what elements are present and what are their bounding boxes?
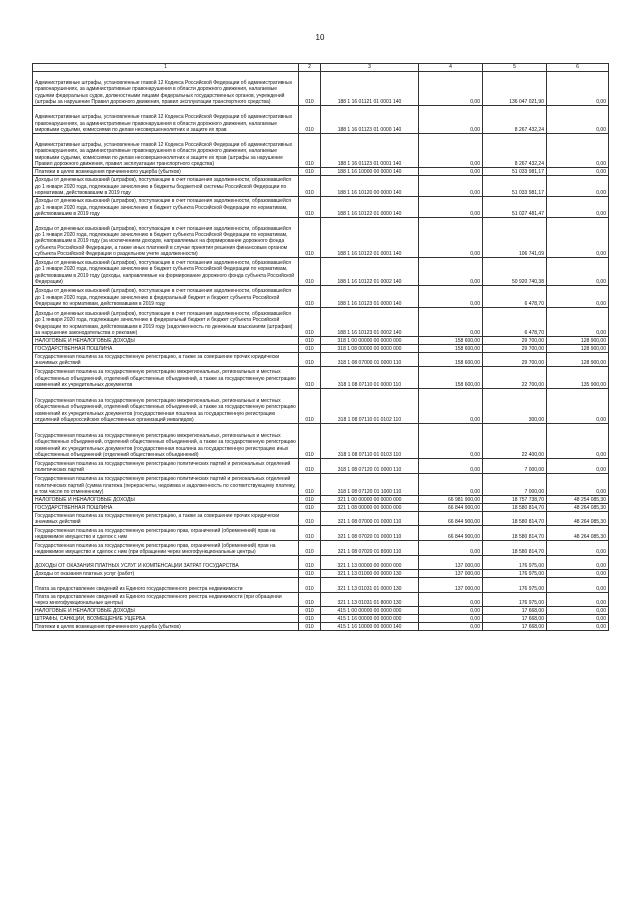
row-classification-code-cell: 321 1 13 01031 01 8000 130 — [321, 593, 419, 607]
column-header: 5 — [483, 64, 547, 72]
table-row — [33, 459, 609, 474]
row-value-col6-cell: 48 254 085,30 — [547, 496, 609, 504]
row-line-code-cell: 010 — [299, 526, 321, 541]
row-line-code-cell: 010 — [299, 337, 321, 345]
row-value-col6-cell: 0,00 — [547, 176, 609, 197]
row-classification-code-cell: 318 1 08 07110 01 0103 110 — [321, 424, 419, 459]
row-value-col4-cell: 0,00 — [419, 134, 483, 168]
row-classification-code-cell: 188 1 16 10120 00 0000 140 — [321, 176, 419, 197]
row-classification-code-cell: 321 1 00 00000 00 0000 000 — [321, 496, 419, 504]
row-value-col5-cell: 176 975,00 — [483, 578, 547, 593]
table-row — [33, 607, 609, 615]
table-row — [33, 197, 609, 218]
row-line-code-cell: 010 — [299, 72, 321, 106]
table-row — [33, 593, 609, 607]
row-name-cell: Государственная пошлина за государственную регистрацию межрегиональных, региональных и местных общественных объединений, отделений общественных объединений, а также за государственную регистрацию изменений их учредительных документов (государственная пошлина за государственную регистрацию отделений общероссийских общественных организаций инвалидов) — [33, 389, 299, 424]
row-value-col6-cell: 0,00 — [547, 459, 609, 474]
row-line-code-cell: 010 — [299, 197, 321, 218]
row-line-code-cell: 010 — [299, 607, 321, 615]
table-row — [33, 424, 609, 459]
row-classification-code-cell: 318 1 08 07110 01 0000 110 — [321, 367, 419, 389]
row-value-col6-cell: 0,00 — [547, 106, 609, 134]
row-name-cell: Государственная пошлина за государственную регистрацию, а также за совершение прочих юридически значимых действий — [33, 512, 299, 526]
row-name-cell: Доходы от денежных взысканий (штрафов), поступающие в счет погашения задолженности, образовавшейся до 1 января 2020 года, подлежащие зачислению в бюджеты бюджетной системы Российской Федерации по нормативам, действовавшим в 2019 году — [33, 176, 299, 197]
row-classification-code-cell: 188 1 16 10000 00 0000 140 — [321, 168, 419, 176]
row-value-col6-cell: 0,00 — [547, 556, 609, 570]
row-value-col6-cell: 0,00 — [547, 541, 609, 556]
row-value-col5-cell: 17 668,00 — [483, 623, 547, 631]
row-value-col5-cell: 8 267 432,24 — [483, 134, 547, 168]
row-value-col6-cell: 128 900,00 — [547, 353, 609, 367]
row-name-cell: Доходы от оказания платных услуг (работ) — [33, 570, 299, 578]
row-name-cell: Государственная пошлина за государственную регистрацию, а также за совершение прочих юридически значимых действий — [33, 353, 299, 367]
table-row — [33, 556, 609, 570]
table-row — [33, 578, 609, 593]
row-value-col4-cell: 0,00 — [419, 197, 483, 218]
row-classification-code-cell: 321 1 08 07020 01 0000 110 — [321, 526, 419, 541]
table-row — [33, 615, 609, 623]
row-value-col5-cell: 18 580 814,70 — [483, 512, 547, 526]
row-line-code-cell: 010 — [299, 496, 321, 504]
row-value-col4-cell: 66 844 900,00 — [419, 526, 483, 541]
row-line-code-cell: 010 — [299, 556, 321, 570]
row-line-code-cell: 010 — [299, 424, 321, 459]
row-value-col5-cell: 18 580 814,70 — [483, 541, 547, 556]
table-row — [33, 286, 609, 308]
row-name-cell: Доходы от денежных взысканий (штрафов), поступающие в счет погашения задолженности, образовавшейся до 1 января 2020 года, подлежащие зачислению в федеральный бюджет и бюджет субъекта Российской Федерации по нормативам, действовавшим в 2019 году (задолженность по денежным взысканиям (штрафам) за нарушение законодательства о рекламе) — [33, 308, 299, 337]
table-row — [33, 176, 609, 197]
table-row — [33, 168, 609, 176]
row-value-col5-cell: 8 267 432,24 — [483, 106, 547, 134]
row-name-cell: Административные штрафы, установленные главой 12 Кодекса Российской Федерации об административных правонарушениях, за административные правонарушения в области дорожного движения, налагаемые мировыми судьями, комиссиями по делам несовершеннолетних и защите их прав (штрафы за нарушение Правил дорожного движения, правил эксплуатации транспортного средства) — [33, 134, 299, 168]
row-value-col4-cell: 0,00 — [419, 615, 483, 623]
row-classification-code-cell: 318 1 08 07110 01 0102 110 — [321, 389, 419, 424]
row-value-col4-cell: 0,00 — [419, 168, 483, 176]
row-name-cell: ДОХОДЫ ОТ ОКАЗАНИЯ ПЛАТНЫХ УСЛУГ И КОМПЕНСАЦИИ ЗАТРАТ ГОСУДАРСТВА — [33, 556, 299, 570]
row-classification-code-cell: 321 1 08 07000 01 0000 110 — [321, 512, 419, 526]
row-line-code-cell: 010 — [299, 258, 321, 286]
row-value-col4-cell: 0,00 — [419, 308, 483, 337]
row-value-col5-cell: 29 700,00 — [483, 345, 547, 353]
row-value-col4-cell: 0,00 — [419, 218, 483, 258]
row-classification-code-cell: 415 1 16 00000 00 0000 000 — [321, 615, 419, 623]
row-value-col4-cell: 0,00 — [419, 607, 483, 615]
row-value-col4-cell: 0,00 — [419, 459, 483, 474]
row-name-cell: Административные штрафы, установленные главой 12 Кодекса Российской Федерации об административных правонарушениях, за административные правонарушения в области дорожного движения, налагаемые судьями федеральных судов, должностными лицами федеральных государственных органов, учреждений (штрафы за нарушение Правил дорожного движения, правил эксплуатации транспортного средства) — [33, 72, 299, 106]
row-name-cell: ШТРАФЫ, САНКЦИИ, ВОЗМЕЩЕНИЕ УЩЕРБА — [33, 615, 299, 623]
table-row — [33, 623, 609, 631]
row-value-col6-cell: 0,00 — [547, 389, 609, 424]
row-name-cell: Государственная пошлина за государственную регистрацию политических партий и региональных отделений политических партий (сумма платежа (перерасчеты, недоимка и задолженность по соответствующему платежу, в том числе по отмененному) — [33, 474, 299, 496]
row-line-code-cell: 010 — [299, 459, 321, 474]
row-classification-code-cell: 321 1 13 01000 00 0000 130 — [321, 570, 419, 578]
row-classification-code-cell: 188 1 16 01121 01 0001 140 — [321, 72, 419, 106]
row-value-col6-cell: 135 900,00 — [547, 367, 609, 389]
row-value-col5-cell: 29 700,00 — [483, 353, 547, 367]
row-value-col5-cell: 176 975,00 — [483, 556, 547, 570]
row-name-cell: Плата за предоставление сведений из Единого государственного реестра недвижимости (при обращении через многофункциональные центры) — [33, 593, 299, 607]
row-line-code-cell: 010 — [299, 134, 321, 168]
column-header: 2 — [299, 64, 321, 72]
table-row — [33, 218, 609, 258]
row-line-code-cell: 010 — [299, 512, 321, 526]
table-row — [33, 526, 609, 541]
row-value-col4-cell: 66 844 900,00 — [419, 504, 483, 512]
row-value-col4-cell: 0,00 — [419, 286, 483, 308]
row-value-col5-cell: 136 047 021,90 — [483, 72, 547, 106]
row-value-col4-cell: 0,00 — [419, 389, 483, 424]
row-value-col6-cell: 48 264 085,30 — [547, 512, 609, 526]
row-line-code-cell: 010 — [299, 218, 321, 258]
row-value-col4-cell: 137 000,00 — [419, 578, 483, 593]
row-name-cell: Государственная пошлина за государственную регистрацию межрегиональных, региональных и местных общественных объединений, отделений общественных объединений, а также за государственную регистрацию изменений их учредительных документов — [33, 367, 299, 389]
row-value-col5-cell: 7 000,00 — [483, 474, 547, 496]
table-row — [33, 496, 609, 504]
row-value-col5-cell: 300,00 — [483, 389, 547, 424]
row-value-col5-cell: 50 920 740,38 — [483, 258, 547, 286]
row-value-col6-cell: 0,00 — [547, 593, 609, 607]
row-classification-code-cell: 321 1 08 00000 00 0000 000 — [321, 504, 419, 512]
row-name-cell: Платежи в целях возмещения причиненного ущерба (убытков) — [33, 623, 299, 631]
row-value-col6-cell: 128 900,00 — [547, 337, 609, 345]
row-value-col4-cell: 0,00 — [419, 176, 483, 197]
row-name-cell: Плата за предоставление сведений из Единого государственного реестра недвижимости — [33, 578, 299, 593]
row-line-code-cell: 010 — [299, 578, 321, 593]
row-value-col6-cell: 0,00 — [547, 72, 609, 106]
row-line-code-cell: 010 — [299, 474, 321, 496]
row-classification-code-cell: 188 1 16 01123 01 0001 140 — [321, 134, 419, 168]
row-value-col4-cell: 158 600,00 — [419, 367, 483, 389]
row-value-col5-cell: 6 478,70 — [483, 286, 547, 308]
row-value-col5-cell: 18 757 738,70 — [483, 496, 547, 504]
row-value-col6-cell: 0,00 — [547, 168, 609, 176]
row-line-code-cell: 010 — [299, 504, 321, 512]
row-line-code-cell: 010 — [299, 570, 321, 578]
row-name-cell: Государственная пошлина за государственную регистрацию межрегиональных, региональных и местных общественных объединений, отделений общественных объединений, а также за государственную регистрацию изменений их учредительных документов (государственная пошлина за государственную регистрацию иных общественных объединений (отделений общественных объединений) — [33, 424, 299, 459]
row-value-col4-cell: 158 600,00 — [419, 345, 483, 353]
row-name-cell: ГОСУДАРСТВЕННАЯ ПОШЛИНА — [33, 345, 299, 353]
row-value-col5-cell: 6 478,70 — [483, 308, 547, 337]
row-name-cell: Доходы от денежных взысканий (штрафов), поступающие в счет погашения задолженности, образовавшейся до 1 января 2020 года, подлежащие зачислению в бюджет субъекта Российской Федерации по нормативам, действовавшим в 2019 году (за исключением доходов, направляемых на формирование дорожного фонда субъекта Российской Федерации, а также иных платежей в случае принятия решения финансовым органом субъекта Российской Федерации о раздельном учете задолженности) — [33, 218, 299, 258]
row-name-cell: Государственная пошлина за государственную регистрацию политических партий и региональных отделений политических партий — [33, 459, 299, 474]
table-row — [33, 134, 609, 168]
revenue-table — [32, 63, 609, 631]
row-name-cell: Государственная пошлина за государственную регистрацию прав, ограничений (обременений) прав на недвижимое имущество и сделок с ним — [33, 526, 299, 541]
row-line-code-cell: 010 — [299, 541, 321, 556]
row-value-col4-cell: 158 600,00 — [419, 353, 483, 367]
table-row — [33, 474, 609, 496]
row-value-col6-cell: 0,00 — [547, 258, 609, 286]
row-classification-code-cell: 321 1 08 07020 01 8000 110 — [321, 541, 419, 556]
row-line-code-cell: 010 — [299, 389, 321, 424]
row-name-cell: Доходы от денежных взысканий (штрафов), поступающие в счет погашения задолженности, образовавшейся до 1 января 2020 года, подлежащие зачислению в бюджет субъекта Российской Федерации по нормативам, действовавшим в 2019 году — [33, 197, 299, 218]
row-value-col6-cell: 0,00 — [547, 197, 609, 218]
row-classification-code-cell: 188 1 16 10123 01 0000 140 — [321, 286, 419, 308]
row-value-col6-cell: 0,00 — [547, 424, 609, 459]
row-value-col4-cell: 158 600,00 — [419, 337, 483, 345]
table-row — [33, 308, 609, 337]
row-value-col6-cell: 48 264 085,30 — [547, 526, 609, 541]
row-name-cell: Доходы от денежных взысканий (штрафов), поступающие в счет погашения задолженности, образовавшейся до 1 января 2020 года, подлежащие зачислению в бюджет субъекта Российской Федерации по нормативам, действовавшим в 2019 году (доходы, направляемые на формирование дорожного фонда субъекта Российской Федерации) — [33, 258, 299, 286]
row-classification-code-cell: 318 1 08 00000 00 0000 000 — [321, 345, 419, 353]
column-header: 1 — [33, 64, 299, 72]
row-line-code-cell: 010 — [299, 308, 321, 337]
row-value-col5-cell: 176 975,00 — [483, 570, 547, 578]
row-value-col5-cell: 51 027 481,47 — [483, 197, 547, 218]
row-value-col5-cell: 51 033 981,17 — [483, 168, 547, 176]
row-name-cell: НАЛОГОВЫЕ И НЕНАЛОГОВЫЕ ДОХОДЫ — [33, 607, 299, 615]
table-row — [33, 504, 609, 512]
row-line-code-cell: 010 — [299, 106, 321, 134]
row-value-col4-cell: 66 981 900,00 — [419, 496, 483, 504]
row-value-col4-cell: 0,00 — [419, 106, 483, 134]
row-value-col5-cell: 176 975,00 — [483, 593, 547, 607]
table-row — [33, 106, 609, 134]
row-classification-code-cell: 188 1 16 10122 01 0000 140 — [321, 197, 419, 218]
row-value-col6-cell: 0,00 — [547, 607, 609, 615]
row-value-col4-cell: 0,00 — [419, 424, 483, 459]
row-value-col6-cell: 0,00 — [547, 474, 609, 496]
table-row — [33, 72, 609, 106]
row-value-col5-cell: 22 700,00 — [483, 367, 547, 389]
row-value-col6-cell: 0,00 — [547, 134, 609, 168]
table-row — [33, 512, 609, 526]
table-row — [33, 353, 609, 367]
row-value-col5-cell: 7 000,00 — [483, 459, 547, 474]
row-line-code-cell: 010 — [299, 615, 321, 623]
table-row — [33, 570, 609, 578]
row-value-col5-cell: 17 668,00 — [483, 607, 547, 615]
row-value-col6-cell: 0,00 — [547, 286, 609, 308]
row-line-code-cell: 010 — [299, 168, 321, 176]
row-value-col4-cell: 0,00 — [419, 541, 483, 556]
row-value-col4-cell: 0,00 — [419, 258, 483, 286]
row-classification-code-cell: 188 1 16 10122 01 0002 140 — [321, 258, 419, 286]
row-line-code-cell: 010 — [299, 345, 321, 353]
column-header: 4 — [419, 64, 483, 72]
row-value-col6-cell: 0,00 — [547, 623, 609, 631]
row-line-code-cell: 010 — [299, 593, 321, 607]
row-classification-code-cell: 321 1 13 01031 01 0000 130 — [321, 578, 419, 593]
row-value-col6-cell: 0,00 — [547, 570, 609, 578]
row-value-col4-cell: 137 000,00 — [419, 570, 483, 578]
row-value-col4-cell: 0,00 — [419, 474, 483, 496]
table-row — [33, 367, 609, 389]
row-line-code-cell: 010 — [299, 367, 321, 389]
column-number-header-row — [33, 64, 609, 72]
row-classification-code-cell: 415 1 16 10000 00 0000 140 — [321, 623, 419, 631]
table-row — [33, 258, 609, 286]
row-line-code-cell: 010 — [299, 286, 321, 308]
row-classification-code-cell: 321 1 13 00000 00 0000 000 — [321, 556, 419, 570]
row-classification-code-cell: 318 1 00 00000 00 0000 000 — [321, 337, 419, 345]
row-line-code-cell: 010 — [299, 623, 321, 631]
table-row — [33, 541, 609, 556]
row-value-col6-cell: 0,00 — [547, 615, 609, 623]
table-row — [33, 337, 609, 345]
row-value-col5-cell: 18 580 814,70 — [483, 504, 547, 512]
table-row — [33, 389, 609, 424]
row-name-cell: Доходы от денежных взысканий (штрафов), поступающие в счет погашения задолженности, образовавшейся до 1 января 2020 года, подлежащие зачислению в федеральный бюджет и бюджет субъекта Российской Федерации по нормативам, действовавшим в 2019 году — [33, 286, 299, 308]
row-value-col5-cell: 22 400,00 — [483, 424, 547, 459]
row-line-code-cell: 010 — [299, 176, 321, 197]
row-value-col4-cell: 0,00 — [419, 72, 483, 106]
table-row — [33, 345, 609, 353]
row-value-col6-cell: 48 264 085,30 — [547, 504, 609, 512]
row-classification-code-cell: 318 1 08 07000 01 0000 110 — [321, 353, 419, 367]
row-classification-code-cell: 188 1 16 10122 01 0001 140 — [321, 218, 419, 258]
row-value-col5-cell: 51 033 981,17 — [483, 176, 547, 197]
row-name-cell: Платежи в целях возмещения причиненного ущерба (убытков) — [33, 168, 299, 176]
row-name-cell: Государственная пошлина за государственную регистрацию прав, ограничений (обременений) прав на недвижимое имущество и сделок с ним (при обращении через многофункциональные центры) — [33, 541, 299, 556]
row-classification-code-cell: 188 1 16 01123 01 0000 140 — [321, 106, 419, 134]
row-name-cell: НАЛОГОВЫЕ И НЕНАЛОГОВЫЕ ДОХОДЫ — [33, 496, 299, 504]
row-value-col6-cell: 0,00 — [547, 578, 609, 593]
row-value-col4-cell: 0,00 — [419, 623, 483, 631]
row-value-col5-cell: 106 741,09 — [483, 218, 547, 258]
row-value-col4-cell: 137 000,00 — [419, 556, 483, 570]
row-value-col5-cell: 17 668,00 — [483, 615, 547, 623]
row-name-cell: НАЛОГОВЫЕ И НЕНАЛОГОВЫЕ ДОХОДЫ — [33, 337, 299, 345]
row-name-cell: ГОСУДАРСТВЕННАЯ ПОШЛИНА — [33, 504, 299, 512]
row-value-col6-cell: 0,00 — [547, 218, 609, 258]
row-classification-code-cell: 318 1 08 07120 01 1000 110 — [321, 474, 419, 496]
row-value-col6-cell: 128 900,00 — [547, 345, 609, 353]
row-value-col4-cell: 66 844 900,00 — [419, 512, 483, 526]
row-value-col5-cell: 29 700,00 — [483, 337, 547, 345]
row-value-col4-cell: 0,00 — [419, 593, 483, 607]
row-classification-code-cell: 188 1 16 10123 01 0002 140 — [321, 308, 419, 337]
row-value-col5-cell: 18 580 814,70 — [483, 526, 547, 541]
column-header: 3 — [321, 64, 419, 72]
column-header: 6 — [547, 64, 609, 72]
row-classification-code-cell: 415 1 00 00000 00 0000 000 — [321, 607, 419, 615]
page-number: 10 — [315, 33, 325, 42]
row-name-cell: Административные штрафы, установленные главой 12 Кодекса Российской Федерации об административных правонарушениях, за административные правонарушения в области дорожного движения, налагаемые мировыми судьями, комиссиями по делам несовершеннолетних и защите их прав — [33, 106, 299, 134]
row-classification-code-cell: 318 1 08 07120 01 0000 110 — [321, 459, 419, 474]
row-line-code-cell: 010 — [299, 353, 321, 367]
row-value-col6-cell: 0,00 — [547, 308, 609, 337]
